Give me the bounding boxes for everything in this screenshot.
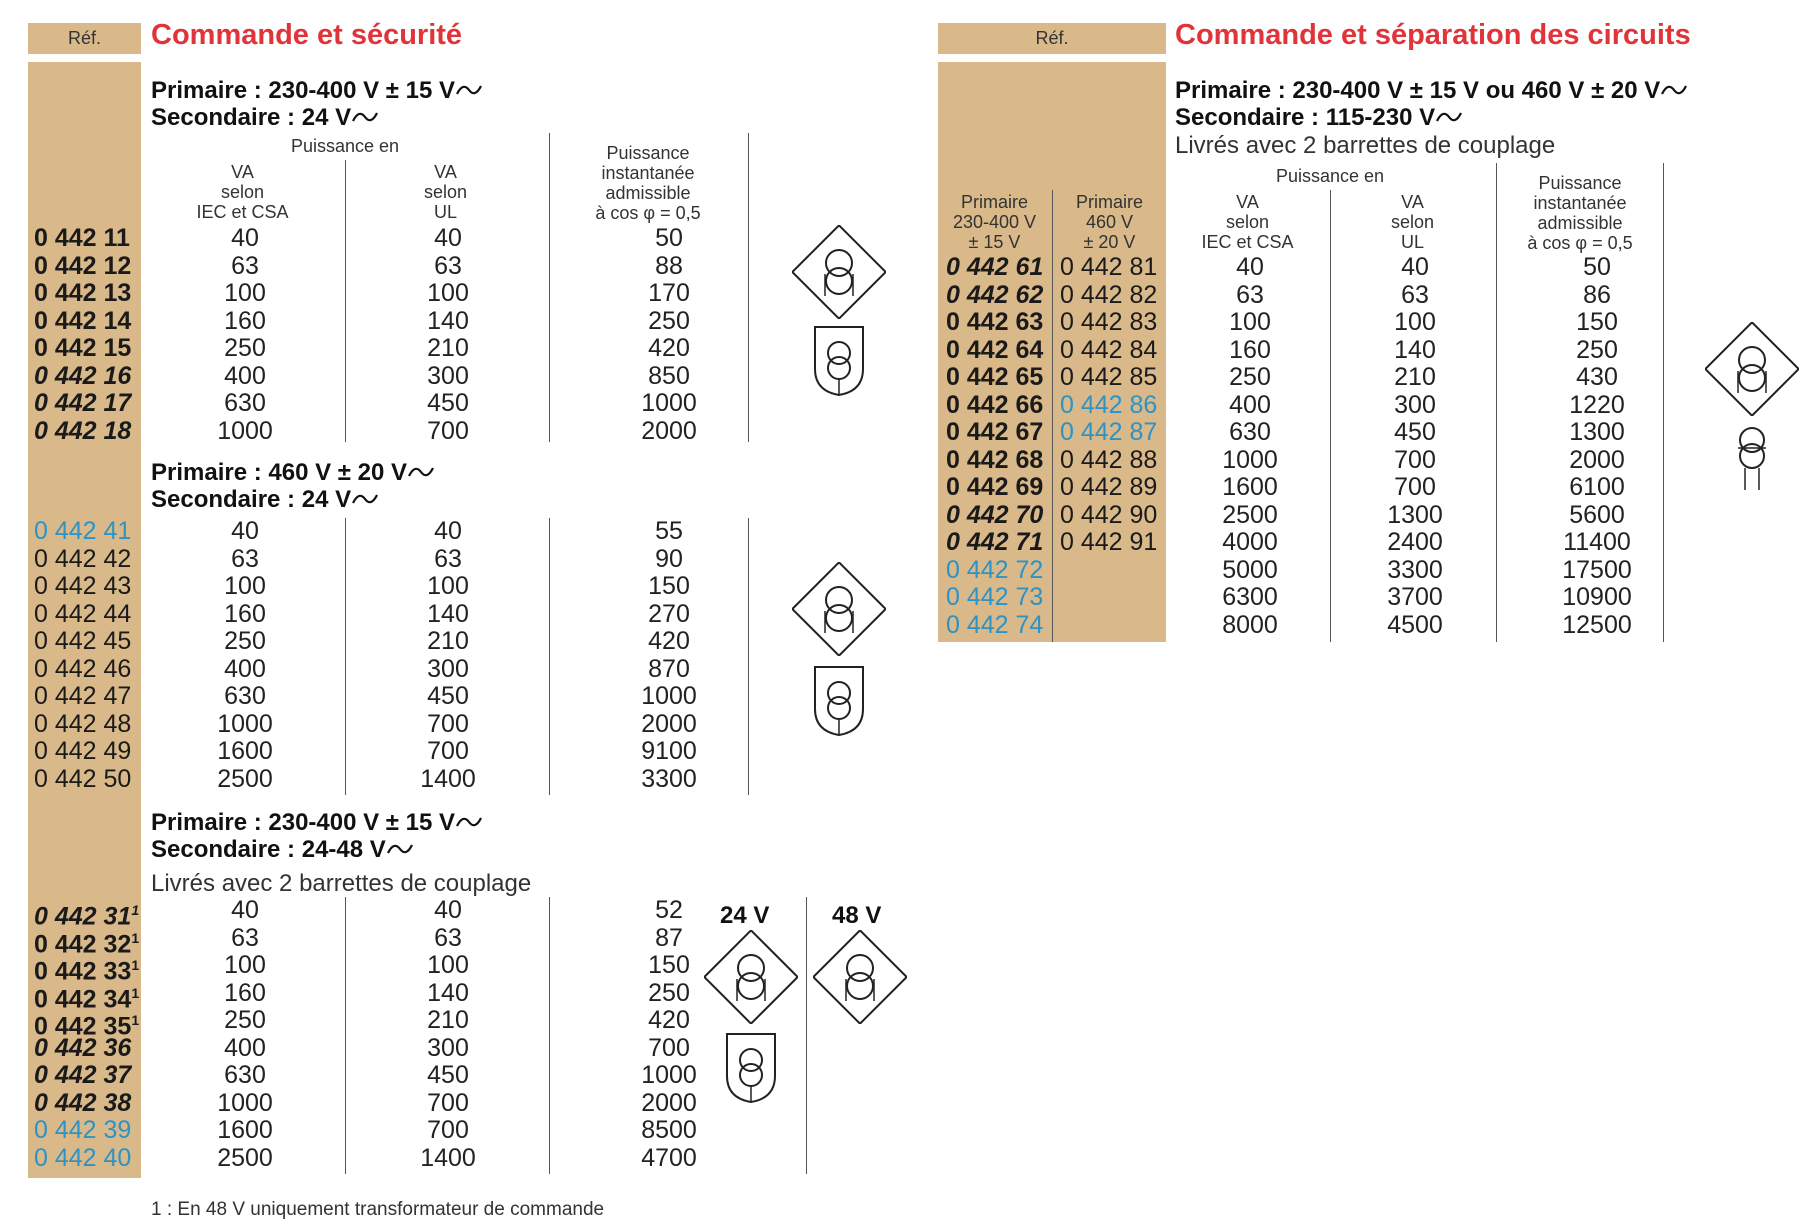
ref-code-primary-a: 0 442 72 — [946, 555, 1044, 584]
cell-inst: 10900 — [1562, 583, 1632, 611]
cell-ul: 63 — [1401, 280, 1429, 309]
table-row — [34, 896, 754, 931]
ref-code-primary-a: 0 442 73 — [946, 583, 1044, 611]
ref-code: 0 442 $34^1$ — [34, 984, 140, 1013]
cell-ul: 700 — [427, 737, 469, 765]
cell-inst: 270 — [648, 599, 690, 628]
cell-ul: 700 — [427, 416, 469, 445]
cell-iec: 63 — [231, 544, 259, 573]
ref-code-primary-b: 0 442 83 — [1060, 308, 1158, 336]
ref-code-primary-a: 0 442 63 — [946, 308, 1044, 336]
table-row — [942, 447, 1662, 475]
cell-inst: 2000 — [641, 1088, 697, 1117]
vline — [748, 518, 749, 795]
ref-code: 0 442 48 — [34, 709, 132, 738]
transformer-diamond-icon — [813, 930, 907, 1024]
ref-code-primary-b: 0 442 85 — [1060, 363, 1158, 391]
cell-inst: 1000 — [641, 1061, 697, 1089]
ref-code: 0 442 $35^1$ — [34, 1012, 140, 1041]
table-row — [34, 628, 754, 656]
cell-iec: 2500 — [1222, 500, 1278, 529]
ref-code: 0 442 12 — [34, 251, 132, 280]
cell-inst: 1220 — [1569, 390, 1625, 419]
cell-inst: 430 — [1576, 363, 1618, 391]
table-row — [942, 364, 1662, 392]
ref-code: 0 442 46 — [34, 654, 132, 683]
r-head-prim-a: Primaire 230-400 V ± 15 V — [952, 192, 1037, 252]
cell-ul: 63 — [434, 544, 462, 573]
cell-iec: 63 — [231, 251, 259, 280]
cell-iec: 630 — [1229, 418, 1271, 446]
r-secondaire: Secondaire : 115-230 V — [1175, 104, 1463, 131]
cell-inst: 50 — [1583, 253, 1611, 281]
ref-code: 0 442 44 — [34, 599, 132, 628]
cell-ul: 210 — [427, 334, 469, 362]
cell-inst: 250 — [648, 306, 690, 335]
table-row — [942, 419, 1662, 447]
vline — [549, 518, 550, 795]
r-head-ul: VA selon UL — [1390, 192, 1435, 252]
table-row — [34, 546, 754, 574]
table-row — [34, 518, 754, 546]
cell-inst: 420 — [648, 627, 690, 655]
ac-tilde-icon — [1660, 82, 1688, 98]
cell-iec: 400 — [224, 1033, 266, 1062]
cell-ul: 40 — [434, 896, 462, 924]
ref-code-primary-a: 0 442 64 — [946, 335, 1044, 364]
cell-ul: 100 — [1394, 308, 1436, 336]
cell-iec: 1000 — [217, 1088, 273, 1117]
ref-code-primary-a: 0 442 68 — [946, 445, 1044, 474]
cell-ul: 700 — [1394, 445, 1436, 474]
cell-iec: 160 — [224, 978, 266, 1007]
transformer-diamond-icon — [792, 225, 886, 319]
table-row — [34, 280, 754, 308]
s1-head-iec: VA selon IEC et CSA — [196, 162, 289, 222]
table-row — [34, 308, 754, 336]
table-row — [34, 656, 754, 684]
cell-ul: 300 — [427, 1033, 469, 1062]
cell-iec: 40 — [1236, 253, 1264, 281]
vline — [345, 518, 346, 795]
cell-inst: 9100 — [641, 737, 697, 765]
s1-table — [34, 225, 754, 445]
ref-code-primary-b: 0 442 86 — [1060, 390, 1158, 419]
ref-code-primary-a: 0 442 61 — [946, 253, 1044, 281]
cell-ul: 40 — [1401, 253, 1429, 281]
r-table — [942, 254, 1662, 639]
cell-ul: 210 — [427, 627, 469, 655]
vline — [1496, 163, 1497, 642]
cell-iec: 1600 — [217, 1116, 273, 1144]
transformer-diamond-icon — [704, 930, 798, 1024]
cell-inst: 12500 — [1562, 610, 1632, 639]
s2-primaire: Primaire : 460 V ± 20 V — [151, 459, 435, 486]
ref-code: 0 442 11 — [34, 224, 130, 252]
ref-code-primary-b: 0 442 81 — [1060, 253, 1158, 281]
ref-code: 0 442 14 — [34, 306, 132, 335]
footnote: 1 : En 48 V uniquement transformateur de commande — [151, 1199, 605, 1220]
r-head-prim-b: Primaire 460 V ± 20 V — [1075, 192, 1143, 252]
cell-ul: 450 — [427, 389, 469, 417]
left-title: Commande et sécurité — [151, 19, 463, 51]
cell-inst: 88 — [655, 251, 683, 280]
cell-ul: 300 — [427, 361, 469, 390]
transformer-shield-icon — [811, 323, 867, 399]
ref-code: 0 442 39 — [34, 1116, 132, 1144]
ref-code: 0 442 17 — [34, 389, 132, 417]
ref-code: 0 442 36 — [34, 1033, 132, 1062]
table-row — [942, 557, 1662, 585]
table-row — [34, 573, 754, 601]
table-row — [34, 1062, 754, 1090]
cell-ul: 3300 — [1387, 555, 1443, 584]
cell-iec: 400 — [1229, 390, 1271, 419]
ref-code-primary-a: 0 442 71 — [946, 528, 1044, 556]
table-row — [34, 1035, 754, 1063]
label-24v: 24 V — [720, 902, 770, 929]
cell-ul: 100 — [427, 951, 469, 979]
ac-tilde-icon — [455, 814, 483, 830]
ref-code-primary-b: 0 442 88 — [1060, 445, 1158, 474]
ref-code-primary-a: 0 442 67 — [946, 418, 1044, 446]
cell-inst: 250 — [1576, 335, 1618, 364]
s3-primaire: Primaire : 230-400 V ± 15 V — [151, 809, 483, 836]
ref-code: 0 442 50 — [34, 764, 132, 793]
cell-iec: 6300 — [1222, 583, 1278, 611]
cell-ul: 140 — [427, 599, 469, 628]
cell-iec: 63 — [1236, 280, 1264, 309]
cell-iec: 40 — [231, 896, 259, 924]
s1-secondaire: Secondaire : 24 V — [151, 104, 379, 131]
vline — [1663, 163, 1664, 642]
vline — [345, 160, 346, 442]
table-row — [34, 923, 754, 958]
ref-code: 0 442 47 — [34, 682, 132, 710]
vline — [748, 133, 749, 442]
ac-tilde-icon — [386, 841, 414, 857]
ref-code: 0 442 15 — [34, 334, 132, 362]
cell-ul: 63 — [434, 923, 462, 952]
cell-iec: 5000 — [1222, 555, 1278, 584]
r-head-inst: Puissance instantanée admissible à cos φ = 0,5 — [1527, 173, 1633, 253]
cell-iec: 1600 — [217, 737, 273, 765]
cell-iec: 2500 — [217, 1143, 273, 1172]
ref-code: 0 442 37 — [34, 1061, 132, 1089]
ref-code-primary-a: 0 442 65 — [946, 363, 1044, 391]
cell-ul: 40 — [434, 517, 462, 545]
cell-iec: 100 — [224, 279, 266, 307]
vline — [549, 133, 550, 442]
cell-inst: 150 — [1576, 308, 1618, 336]
cell-inst: 50 — [655, 224, 683, 252]
cell-iec: 630 — [224, 1061, 266, 1089]
table-row — [942, 612, 1662, 640]
s2-table — [34, 518, 754, 793]
table-row — [942, 337, 1662, 365]
cell-iec: 4000 — [1222, 528, 1278, 556]
ref-code: 0 442 42 — [34, 544, 132, 573]
cell-ul: 300 — [1394, 390, 1436, 419]
table-row — [942, 584, 1662, 612]
cell-iec: 400 — [224, 361, 266, 390]
ref-code-primary-b: 0 442 90 — [1060, 500, 1158, 529]
cell-ul: 210 — [1394, 363, 1436, 391]
cell-inst: 3300 — [641, 764, 697, 793]
right-title: Commande et séparation des circuits — [1175, 19, 1691, 51]
s3-secondaire: Secondaire : 24-48 V — [151, 836, 414, 863]
cell-iec: 40 — [231, 517, 259, 545]
cell-ul: 700 — [427, 1088, 469, 1117]
table-row — [942, 392, 1662, 420]
ref-code: 0 442 $32^1$ — [34, 929, 140, 958]
table-row — [34, 335, 754, 363]
ref-code: 0 442 43 — [34, 572, 132, 600]
cell-iec: 250 — [1229, 363, 1271, 391]
ref-code-primary-a: 0 442 70 — [946, 500, 1044, 529]
right-ref-header: Réf. — [938, 23, 1166, 54]
ref-code-primary-b: 0 442 82 — [1060, 280, 1158, 309]
cell-iec: 160 — [224, 306, 266, 335]
ref-code: 0 442 49 — [34, 737, 132, 765]
cell-iec: 1000 — [217, 416, 273, 445]
cell-iec: 1000 — [217, 709, 273, 738]
cell-inst: 8500 — [641, 1116, 697, 1144]
cell-inst: 86 — [1583, 280, 1611, 309]
table-row — [34, 1006, 754, 1041]
vline — [1330, 190, 1331, 642]
cell-ul: 140 — [1394, 335, 1436, 364]
cell-ul: 100 — [427, 572, 469, 600]
cell-ul: 1400 — [420, 1143, 476, 1172]
cell-inst: 2000 — [641, 709, 697, 738]
cell-inst: 4700 — [641, 1143, 697, 1172]
cell-inst: 5600 — [1569, 500, 1625, 529]
cell-iec: 2500 — [217, 764, 273, 793]
cell-inst: 2000 — [641, 416, 697, 445]
s2-secondaire: Secondaire : 24 V — [151, 486, 379, 513]
ref-code-primary-a: 0 442 69 — [946, 473, 1044, 501]
cell-iec: 630 — [224, 389, 266, 417]
s3-note: Livrés avec 2 barrettes de couplage — [151, 870, 532, 897]
cell-iec: 100 — [1229, 308, 1271, 336]
cell-ul: 2400 — [1387, 528, 1443, 556]
vline — [1052, 190, 1053, 642]
table-row — [942, 309, 1662, 337]
table-row — [34, 1145, 754, 1173]
cell-iec: 63 — [231, 923, 259, 952]
ac-tilde-icon — [455, 82, 483, 98]
table-row — [34, 390, 754, 418]
cell-iec: 1000 — [1222, 445, 1278, 474]
cell-iec: 1600 — [1222, 473, 1278, 501]
cell-inst: 420 — [648, 1006, 690, 1034]
cell-inst: 150 — [648, 572, 690, 600]
ref-code-primary-a: 0 442 66 — [946, 390, 1044, 419]
r-puissance-en: Puissance en — [1275, 166, 1385, 186]
cell-ul: 140 — [427, 306, 469, 335]
cell-iec: 630 — [224, 682, 266, 710]
s1-primaire: Primaire : 230-400 V ± 15 V — [151, 77, 483, 104]
cell-ul: 63 — [434, 251, 462, 280]
cell-ul: 3700 — [1387, 583, 1443, 611]
ref-code: 0 442 $31^1$ — [34, 902, 140, 931]
cell-inst: 1300 — [1569, 418, 1625, 446]
cell-ul: 4500 — [1387, 610, 1443, 639]
cell-iec: 8000 — [1222, 610, 1278, 639]
table-row — [942, 282, 1662, 310]
transformer-diamond-icon — [792, 562, 886, 656]
ref-code-primary-b: 0 442 84 — [1060, 335, 1158, 364]
cell-ul: 140 — [427, 978, 469, 1007]
table-row — [942, 529, 1662, 557]
cell-inst: 2000 — [1569, 445, 1625, 474]
s1-head-ul: VA selon UL — [423, 162, 468, 222]
ref-code: 0 442 45 — [34, 627, 132, 655]
cell-inst: 87 — [655, 923, 683, 952]
ac-tilde-icon — [351, 491, 379, 507]
table-row — [34, 363, 754, 391]
cell-inst: 1000 — [641, 389, 697, 417]
cell-inst: 850 — [648, 361, 690, 390]
cell-iec: 100 — [224, 951, 266, 979]
cell-iec: 160 — [224, 599, 266, 628]
table-row — [942, 474, 1662, 502]
cell-inst: 17500 — [1562, 555, 1632, 584]
table-row — [34, 738, 754, 766]
cell-ul: 300 — [427, 654, 469, 683]
ref-code: 0 442 38 — [34, 1088, 132, 1117]
vline — [806, 897, 807, 1174]
cell-iec: 40 — [231, 224, 259, 252]
transformer-diamond-icon — [1705, 322, 1799, 416]
table-row — [34, 711, 754, 739]
table-row — [942, 254, 1662, 282]
ref-code: 0 442 18 — [34, 416, 132, 445]
ref-code-primary-a: 0 442 74 — [946, 610, 1044, 639]
table-row — [34, 683, 754, 711]
table-row — [34, 601, 754, 629]
cell-inst: 420 — [648, 334, 690, 362]
cell-ul: 700 — [427, 1116, 469, 1144]
cell-ul: 450 — [1394, 418, 1436, 446]
cell-inst: 870 — [648, 654, 690, 683]
ref-code-primary-b: 0 442 87 — [1060, 418, 1158, 446]
ref-code: 0 442 40 — [34, 1143, 132, 1172]
ref-code-primary-b: 0 442 91 — [1060, 528, 1158, 556]
table-row — [34, 766, 754, 794]
cell-inst: 55 — [655, 517, 683, 545]
table-row — [34, 253, 754, 281]
ref-code: 0 442 13 — [34, 279, 132, 307]
cell-inst: 90 — [655, 544, 683, 573]
cell-inst: 700 — [648, 1033, 690, 1062]
cell-ul: 40 — [434, 224, 462, 252]
ac-tilde-icon — [1435, 109, 1463, 125]
cell-inst: 52 — [655, 896, 683, 924]
vline — [549, 897, 550, 1174]
r-head-iec: VA selon IEC et CSA — [1201, 192, 1294, 252]
cell-ul: 450 — [427, 682, 469, 710]
ref-code-primary-a: 0 442 62 — [946, 280, 1044, 309]
cell-iec: 250 — [224, 627, 266, 655]
table-row — [34, 1117, 754, 1145]
cell-iec: 250 — [224, 1006, 266, 1034]
ref-code: 0 442 16 — [34, 361, 132, 390]
ref-code: 0 442 41 — [34, 517, 132, 545]
ref-code: 0 442 $33^1$ — [34, 957, 140, 986]
cell-iec: 250 — [224, 334, 266, 362]
cell-inst: 150 — [648, 951, 690, 979]
table-row — [942, 502, 1662, 530]
cell-ul: 700 — [1394, 473, 1436, 501]
cell-ul: 1300 — [1387, 500, 1443, 529]
cell-ul: 700 — [427, 709, 469, 738]
table-row — [34, 978, 754, 1013]
vline — [345, 897, 346, 1174]
cell-ul: 1400 — [420, 764, 476, 793]
cell-ul: 100 — [427, 279, 469, 307]
cell-inst: 6100 — [1569, 473, 1625, 501]
cell-ul: 210 — [427, 1006, 469, 1034]
left-ref-header: Réf. — [28, 23, 141, 54]
cell-inst: 11400 — [1563, 528, 1631, 556]
cell-ul: 450 — [427, 1061, 469, 1089]
label-48v: 48 V — [832, 902, 882, 929]
table-row — [34, 418, 754, 446]
cell-iec: 100 — [224, 572, 266, 600]
ref-code-primary-b: 0 442 89 — [1060, 473, 1158, 501]
table-row — [34, 225, 754, 253]
ac-tilde-icon — [351, 109, 379, 125]
r-note: Livrés avec 2 barrettes de couplage — [1175, 132, 1556, 159]
transformer-shield-icon — [811, 663, 867, 739]
cell-inst: 170 — [648, 279, 690, 307]
s1-head-inst: Puissance instantanée admissible à cos φ = 0,5 — [595, 143, 701, 223]
s3-table — [34, 897, 754, 1172]
r-primaire: Primaire : 230-400 V ± 15 V ou 460 V ± 20 V — [1175, 77, 1688, 104]
transformer-shield-icon — [723, 1030, 779, 1106]
cell-inst: 1000 — [641, 682, 697, 710]
transformer-small-icon — [1732, 422, 1772, 492]
table-row — [34, 1090, 754, 1118]
cell-iec: 160 — [1229, 335, 1271, 364]
s1-puissance-en: Puissance en — [290, 136, 400, 156]
ac-tilde-icon — [407, 464, 435, 480]
cell-inst: 250 — [648, 978, 690, 1007]
table-row — [34, 951, 754, 986]
cell-iec: 400 — [224, 654, 266, 683]
